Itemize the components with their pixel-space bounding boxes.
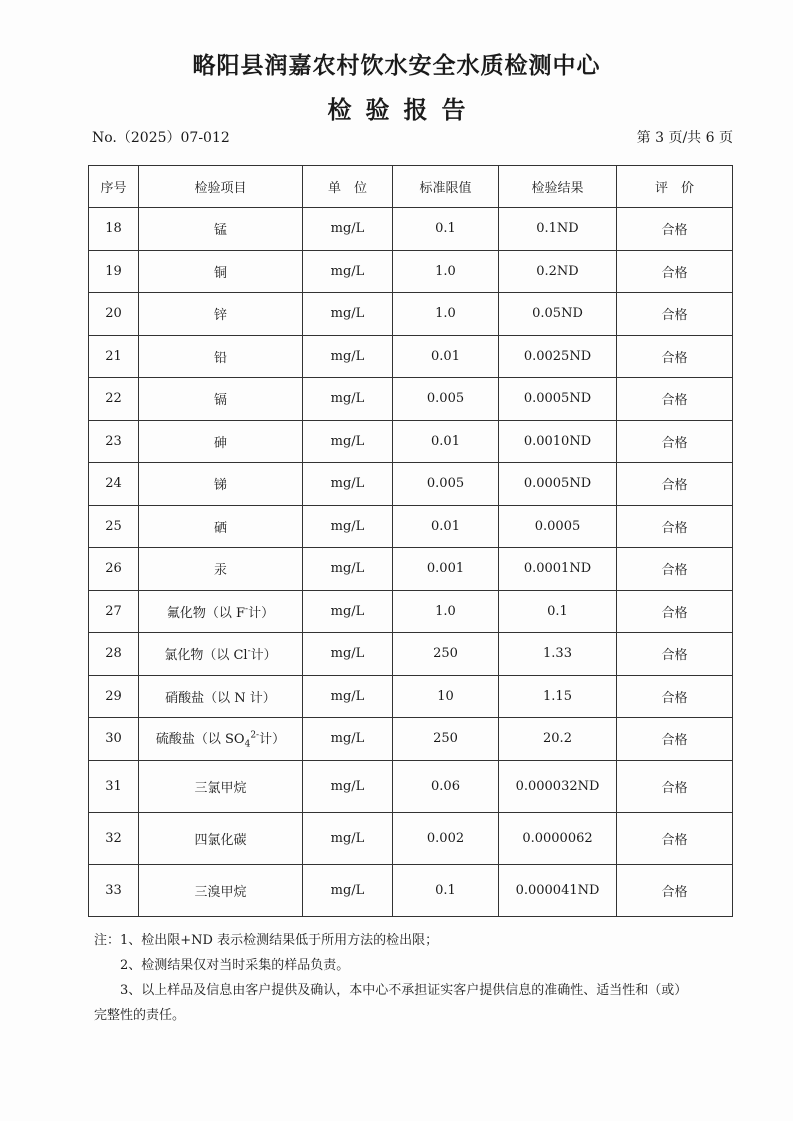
- table-row: [89, 250, 733, 293]
- header-eval: 评 价: [617, 166, 733, 208]
- cell-unit: mg/L: [303, 864, 393, 916]
- cell-eval: 合格: [617, 208, 733, 251]
- cell-item: 硝酸盐（以 N 计）: [139, 675, 303, 718]
- cell-eval: 合格: [617, 812, 733, 864]
- cell-eval: 合格: [617, 590, 733, 633]
- cell-result: 1.15: [499, 675, 617, 718]
- cell-item: 硒: [139, 505, 303, 548]
- cell-no: 22: [89, 378, 139, 421]
- cell-limit: 250: [393, 718, 499, 761]
- cell-eval: 合格: [617, 548, 733, 591]
- cell-item: 三溴甲烷: [139, 864, 303, 916]
- cell-item: 锌: [139, 293, 303, 336]
- cell-unit: mg/L: [303, 293, 393, 336]
- cell-item: 氯化物（以 Cl-计）: [139, 633, 303, 676]
- cell-result: 1.33: [499, 633, 617, 676]
- table-row: [89, 718, 733, 761]
- cell-no: 30: [89, 718, 139, 761]
- cell-eval: 合格: [617, 293, 733, 336]
- cell-item: 氟化物（以 F-计）: [139, 590, 303, 633]
- cell-item: 铜: [139, 250, 303, 293]
- cell-limit: 0.01: [393, 505, 499, 548]
- cell-item: 四氯化碳: [139, 812, 303, 864]
- organization-name: 略阳县润嘉农村饮水安全水质检测中心: [192, 53, 601, 79]
- cell-no: 29: [89, 675, 139, 718]
- cell-unit: mg/L: [303, 633, 393, 676]
- cell-item: 铅: [139, 335, 303, 378]
- cell-limit: 0.01: [393, 420, 499, 463]
- cell-unit: mg/L: [303, 208, 393, 251]
- cell-eval: 合格: [617, 250, 733, 293]
- cell-limit: 10: [393, 675, 499, 718]
- note-3-cont: 完整性的责任。: [94, 1008, 186, 1023]
- cell-unit: mg/L: [303, 718, 393, 761]
- table-row: [89, 208, 733, 251]
- cell-no: 18: [89, 208, 139, 251]
- cell-unit: mg/L: [303, 590, 393, 633]
- cell-unit: mg/L: [303, 250, 393, 293]
- cell-unit: mg/L: [303, 760, 393, 812]
- results-table: [88, 165, 733, 917]
- cell-unit: mg/L: [303, 812, 393, 864]
- cell-limit: 0.005: [393, 378, 499, 421]
- cell-eval: 合格: [617, 675, 733, 718]
- note-2: 2、检测结果仅对当时采集的样品负责。: [120, 958, 350, 973]
- cell-limit: 1.0: [393, 590, 499, 633]
- cell-no: 27: [89, 590, 139, 633]
- cell-unit: mg/L: [303, 548, 393, 591]
- cell-item: 镉: [139, 378, 303, 421]
- note-1: 注：1、检出限+ND 表示检测结果低于所用方法的检出限；: [94, 933, 439, 948]
- table-row: [89, 812, 733, 864]
- cell-no: 21: [89, 335, 139, 378]
- table-row: [89, 633, 733, 676]
- cell-result: 0.0001ND: [499, 548, 617, 591]
- header-unit: 单 位: [303, 166, 393, 208]
- cell-result: 0.0000062: [499, 812, 617, 864]
- cell-limit: 1.0: [393, 250, 499, 293]
- cell-limit: 0.01: [393, 335, 499, 378]
- report-title: 检验报告: [327, 96, 480, 124]
- cell-result: 20.2: [499, 718, 617, 761]
- cell-no: 31: [89, 760, 139, 812]
- cell-limit: 0.001: [393, 548, 499, 591]
- cell-result: 0.0005: [499, 505, 617, 548]
- cell-result: 0.000032ND: [499, 760, 617, 812]
- table-row: [89, 378, 733, 421]
- cell-result: 0.05ND: [499, 293, 617, 336]
- cell-unit: mg/L: [303, 378, 393, 421]
- cell-limit: 0.1: [393, 208, 499, 251]
- cell-result: 0.000041ND: [499, 864, 617, 916]
- cell-limit: 250: [393, 633, 499, 676]
- cell-item: 汞: [139, 548, 303, 591]
- cell-limit: 0.1: [393, 864, 499, 916]
- note-3: 3、以上样品及信息由客户提供及确认，本中心不承担证实客户提供信息的准确性、适当性和（或）: [120, 983, 688, 998]
- cell-eval: 合格: [617, 463, 733, 506]
- cell-item: 锑: [139, 463, 303, 506]
- header-limit: 标准限值: [393, 166, 499, 208]
- cell-unit: mg/L: [303, 675, 393, 718]
- cell-eval: 合格: [617, 760, 733, 812]
- table-row: [89, 675, 733, 718]
- table-row: [89, 548, 733, 591]
- header-result: 检验结果: [499, 166, 617, 208]
- cell-result: 0.0010ND: [499, 420, 617, 463]
- cell-item: 硫酸盐（以 $SO_4^{2-}$计）: [139, 718, 303, 761]
- cell-eval: 合格: [617, 335, 733, 378]
- table-row: [89, 293, 733, 336]
- cell-item: 三氯甲烷: [139, 760, 303, 812]
- table-row: [89, 463, 733, 506]
- cell-result: 0.0005ND: [499, 463, 617, 506]
- cell-item: 砷: [139, 420, 303, 463]
- cell-eval: 合格: [617, 505, 733, 548]
- cell-eval: 合格: [617, 633, 733, 676]
- notes: [94, 928, 734, 1028]
- cell-no: 33: [89, 864, 139, 916]
- cell-no: 20: [89, 293, 139, 336]
- cell-no: 24: [89, 463, 139, 506]
- cell-result: 0.0025ND: [499, 335, 617, 378]
- table-row: [89, 760, 733, 812]
- cell-unit: mg/L: [303, 463, 393, 506]
- cell-eval: 合格: [617, 864, 733, 916]
- cell-result: 0.0005ND: [499, 378, 617, 421]
- cell-no: 26: [89, 548, 139, 591]
- table-header-row: [89, 166, 733, 208]
- cell-result: 0.1ND: [499, 208, 617, 251]
- report-number: No.（2025）07-012: [92, 130, 230, 146]
- cell-item: 锰: [139, 208, 303, 251]
- cell-unit: mg/L: [303, 420, 393, 463]
- cell-no: 32: [89, 812, 139, 864]
- cell-eval: 合格: [617, 420, 733, 463]
- cell-unit: mg/L: [303, 335, 393, 378]
- cell-eval: 合格: [617, 378, 733, 421]
- cell-no: 28: [89, 633, 139, 676]
- cell-result: 0.2ND: [499, 250, 617, 293]
- table-row: [89, 864, 733, 916]
- header-no: 序号: [89, 166, 139, 208]
- table-row: [89, 505, 733, 548]
- cell-limit: 0.005: [393, 463, 499, 506]
- cell-no: 19: [89, 250, 139, 293]
- table-row: [89, 590, 733, 633]
- table-row: [89, 420, 733, 463]
- cell-result: 0.1: [499, 590, 617, 633]
- cell-limit: 0.002: [393, 812, 499, 864]
- cell-no: 25: [89, 505, 139, 548]
- cell-unit: mg/L: [303, 505, 393, 548]
- table-row: [89, 335, 733, 378]
- page-number: 第 3 页/共 6 页: [636, 130, 733, 146]
- cell-limit: 0.06: [393, 760, 499, 812]
- cell-no: 23: [89, 420, 139, 463]
- cell-limit: 1.0: [393, 293, 499, 336]
- header-item: 检验项目: [139, 166, 303, 208]
- cell-eval: 合格: [617, 718, 733, 761]
